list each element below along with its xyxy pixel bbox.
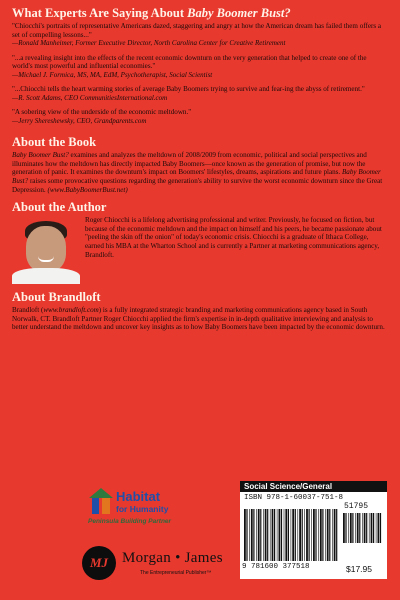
brandloft-lead: Brandloft ( <box>12 306 44 315</box>
about-book-body <box>12 151 386 194</box>
author-photo <box>12 216 80 284</box>
about-author-body: Roger Chiocchi is a lifelong advertising professional and writer. Previously, he focused on fiction, but because of the economic meltdown and the impact on himself and his peers, he became passionate about "peeling the skin off the onion" of today's economic crisis. Chiocchi is a graduate of Ithaca College, earned his MBA at the Wharton School and is currently a Partner at marketing communications agency, Brandloft. <box>85 216 382 259</box>
about-book-text-1: examines and analyzes the meltdown of 2008/2009 from economic, political and social perspectives and illuminates how the meltdown has directly impacted Baby Boomers—once known as the generation of promise, but now the generation of panic. It examines the downturn's impact on Boomers' lifestyles, dreams, aspirations and future plans. <box>12 151 367 177</box>
about-book-section <box>12 135 386 194</box>
about-author-section <box>12 200 386 284</box>
quote-attribution: —R. Scott Adams, CEO CommunitiesInternational.com <box>12 93 168 102</box>
barcode-price: $17.95 <box>346 564 372 574</box>
about-book-heading: About the Book <box>12 135 97 150</box>
quote-text: "A sobering view of the underside of the economic meltdown." <box>12 108 192 117</box>
quote-1 <box>12 22 386 48</box>
quote-3 <box>12 85 386 102</box>
brandloft-text: ) is a fully integrated strategic branding and marketing communications agency based in South Norwalk, CT. Brandloft Partner Roger Chiocchi applied the firm's expertise in in-depth qualitative interviewing and analysis to better understand the meltdown and uncover key insights as to how Baby Boomers have been impacted by the economic downturn. <box>12 306 385 332</box>
publisher-logo <box>82 544 232 584</box>
book-title: Baby Boomer Bust? <box>12 151 69 160</box>
cover-footer <box>0 472 400 600</box>
publisher-name: Morgan • James <box>122 550 223 566</box>
brandloft-url: www.brandloft.com <box>43 306 99 315</box>
barcode-bars <box>244 509 338 561</box>
quote-text: "...Chiocchi tells the heart warming stories of average Baby Boomers trying to survive and fear-ing the abyss of retirement." <box>12 85 365 94</box>
about-brandloft-section <box>12 290 386 332</box>
about-author-heading: About the Author <box>12 200 107 215</box>
about-book-text-2: raises some provocative questions regarding the generation's ability to survive the worst economic downturn since the Great Depression. <box>12 176 383 194</box>
habitat-logo <box>86 484 206 534</box>
author-block <box>12 216 386 284</box>
barcode-price-code: 51795 <box>344 502 369 511</box>
quote-attribution: —Michael J. Formica, MS, MA, EdM, Psychotherapist, Social Scientist <box>12 70 213 79</box>
habitat-partner: Peninsula Building Partner <box>88 518 172 525</box>
quote-text: "Chiocchi's portraits of representative Americans dazed, staggering and angry at how the American dream has failed them offers a set of compelling lessons..." <box>12 22 382 39</box>
barcode-box <box>240 481 387 579</box>
quote-attribution: —Ronald Manheimer, Former Executive Director, North Carolina Center for Creative Retirement <box>12 39 286 48</box>
about-brandloft-body <box>12 306 386 332</box>
habitat-subtitle: for Humanity <box>116 504 169 514</box>
book-title: Baby Boomer Bust? <box>12 168 381 185</box>
quote-attribution: —Jerry Shereshewsky, CEO, Grandparents.com <box>12 116 147 125</box>
quote-2 <box>12 54 386 80</box>
barcode-addon-bars <box>343 513 383 543</box>
about-brandloft-heading: About Brandloft <box>12 290 101 305</box>
experts-heading <box>12 6 386 20</box>
publisher-mark: MJ <box>82 546 116 580</box>
experts-heading-prefix: What Experts Are Saying About <box>12 6 188 20</box>
barcode-category: Social Science/General <box>240 481 387 492</box>
experts-heading-title: Baby Boomer Bust? <box>187 6 291 20</box>
quote-4 <box>12 108 386 125</box>
habitat-title: Habitat <box>116 489 161 504</box>
barcode-isbn: ISBN 978-1-60037-751-8 <box>244 494 344 502</box>
publisher-tagline: The Entrepreneurial Publisher™ <box>140 570 212 576</box>
book-website: (www.BabyBoomerBust.net) <box>47 185 128 194</box>
barcode-digits: 9 781600 377518 <box>242 563 310 571</box>
house-icon <box>86 484 116 518</box>
quote-text: "...a revealing insight into the effects of the recent economic downturn on the very generation that helped to create one of the world's most powerful and influential economies." <box>12 53 367 71</box>
